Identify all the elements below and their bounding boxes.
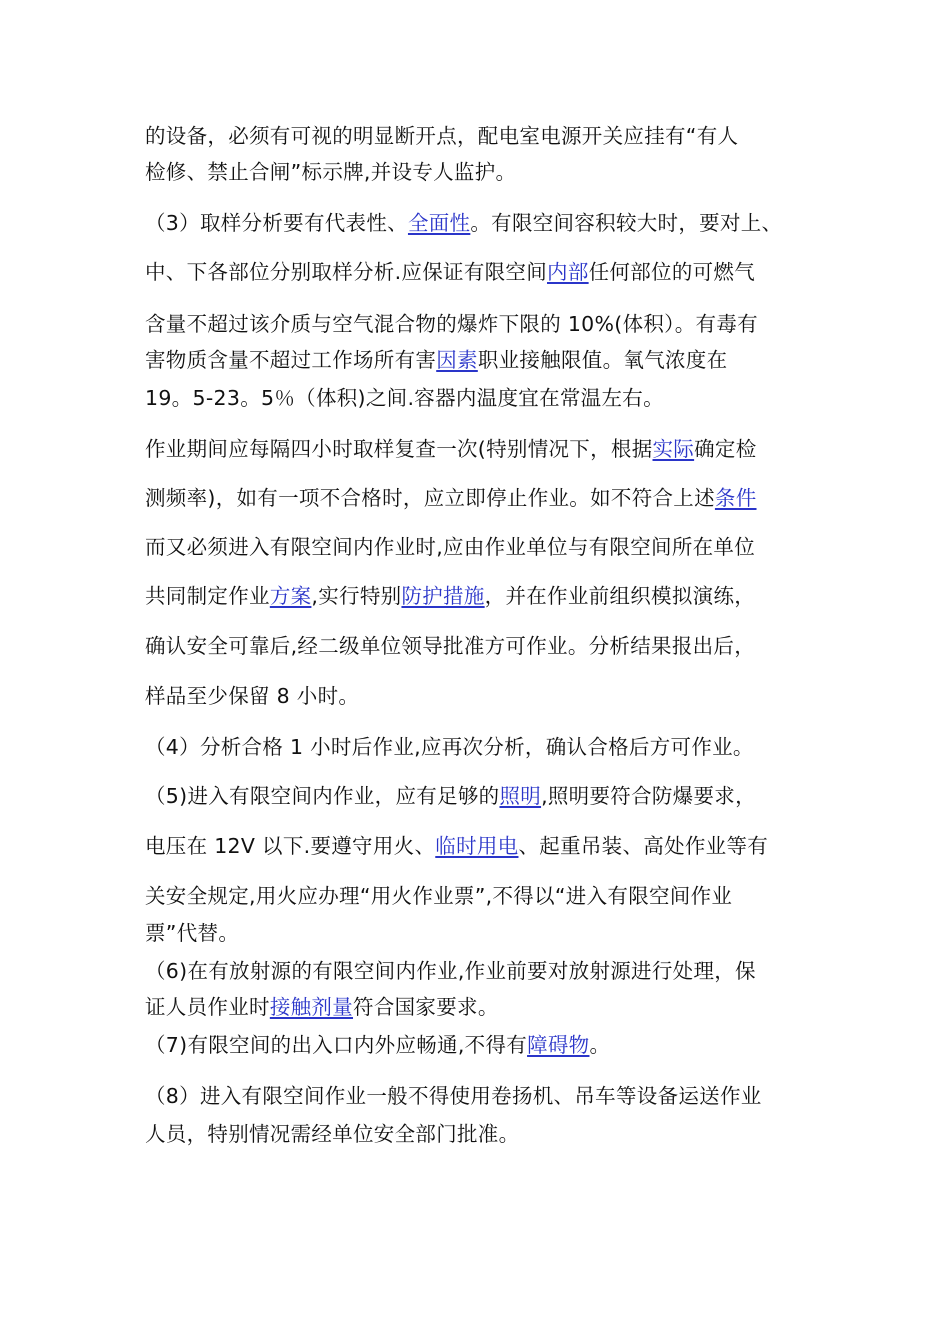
text-segment: 19。5-23。5％（体积)之间.容器内温度宜在常温左右。 [145, 386, 664, 410]
hyperlink[interactable]: 内部 [547, 260, 589, 284]
text-segment: 含量不超过该介质与空气混合物的爆炸下限的 10%(体积）。有毒有 [145, 312, 758, 336]
text-segment: 确认安全可靠后,经二级单位领导批准方可作业。分析结果报出后， [145, 634, 756, 658]
text-line [145, 122, 835, 150]
text-line [145, 158, 835, 186]
text-segment: 证人员作业时 [145, 995, 270, 1019]
text-line [145, 919, 835, 947]
hyperlink[interactable]: 照明 [499, 784, 542, 808]
text-segment: 。 [589, 1033, 611, 1057]
hyperlink[interactable]: 障碍物 [527, 1033, 590, 1057]
text-segment: 任何部位的可燃气 [588, 260, 756, 284]
text-line [145, 533, 835, 561]
text-segment: 检修、禁止合闸”标示牌,并设专人监护。 [145, 160, 517, 184]
text-segment: ，并在作业前组织模拟演练， [484, 584, 756, 608]
text-segment: 作业期间应每隔四小时取样复查一次(特别情况下，根据 [145, 437, 653, 461]
text-line [145, 209, 835, 237]
hyperlink[interactable]: 条件 [714, 486, 757, 510]
text-line [145, 582, 835, 610]
text-line [145, 346, 835, 374]
text-segment: 而又必须进入有限空间内作业时,应由作业单位与有限空间所在单位 [145, 535, 756, 559]
text-line [145, 435, 835, 463]
hyperlink[interactable]: 因素 [436, 348, 478, 372]
hyperlink[interactable]: 实际 [652, 437, 695, 461]
text-segment: 职业接触限值。氧气浓度在 [477, 348, 728, 372]
text-segment: 符合国家要求。 [353, 995, 499, 1019]
text-segment: （7)有限空间的出入口内外应畅通,不得有 [145, 1033, 528, 1057]
text-segment: 关安全规定,用火应办理“用火作业票”,不得以“进入有限空间作业 [145, 884, 733, 908]
text-line [145, 1082, 835, 1110]
text-line [145, 632, 835, 660]
hyperlink[interactable]: 接触剂量 [269, 995, 354, 1019]
text-segment: ,实行特别 [311, 584, 402, 608]
text-segment: ,照明要符合防爆要求， [541, 784, 756, 808]
text-segment: 人员，特别情况需经单位安全部门批准。 [145, 1122, 520, 1146]
text-segment: 。有限空间容积较大时，要对上、 [470, 211, 783, 235]
text-segment: 中、下各部位分别取样分析.应保证有限空间 [145, 260, 548, 284]
text-segment: 确定检 [694, 437, 757, 461]
text-line [145, 733, 835, 761]
hyperlink[interactable]: 防护措施 [401, 584, 485, 608]
hyperlink[interactable]: 方案 [269, 584, 312, 608]
text-segment: 共同制定作业 [145, 584, 270, 608]
text-line [145, 993, 835, 1021]
text-segment: 样品至少保留 8 小时。 [145, 684, 360, 708]
text-line [145, 1120, 835, 1148]
text-segment: （6)在有放射源的有限空间内作业,作业前要对放射源进行处理，保 [145, 959, 756, 983]
text-segment: 测频率)，如有一项不合格时，应立即停止作业。如不符合上述 [145, 486, 715, 510]
text-line [145, 258, 835, 286]
text-line [145, 782, 835, 810]
text-segment: （5)进入有限空间内作业，应有足够的 [145, 784, 500, 808]
text-segment: 害物质含量不超过工作场所有害 [145, 348, 437, 372]
text-segment: 的设备，必须有可视的明显断开点，配电室电源开关应挂有“有人 [145, 124, 739, 148]
text-line [145, 484, 835, 512]
text-segment: 票”代替。 [145, 921, 240, 945]
text-segment: 、起重吊装、高处作业等有 [518, 834, 769, 858]
text-line [145, 384, 835, 412]
hyperlink[interactable]: 临时用电 [435, 834, 519, 858]
text-line [145, 832, 835, 860]
text-line [145, 682, 835, 710]
text-segment: （8）进入有限空间作业一般不得使用卷扬机、吊车等设备运送作业 [145, 1084, 762, 1108]
hyperlink[interactable]: 全面性 [407, 211, 471, 235]
text-segment: （3）取样分析要有代表性、 [145, 211, 408, 235]
text-line [145, 310, 835, 338]
text-line [145, 1031, 835, 1059]
text-line [145, 957, 835, 985]
text-line [145, 882, 835, 910]
text-segment: 电压在 12V 以下.要遵守用火、 [145, 834, 436, 858]
text-segment: （4）分析合格 1 小时后作业,应再次分析，确认合格后方可作业。 [145, 735, 754, 759]
